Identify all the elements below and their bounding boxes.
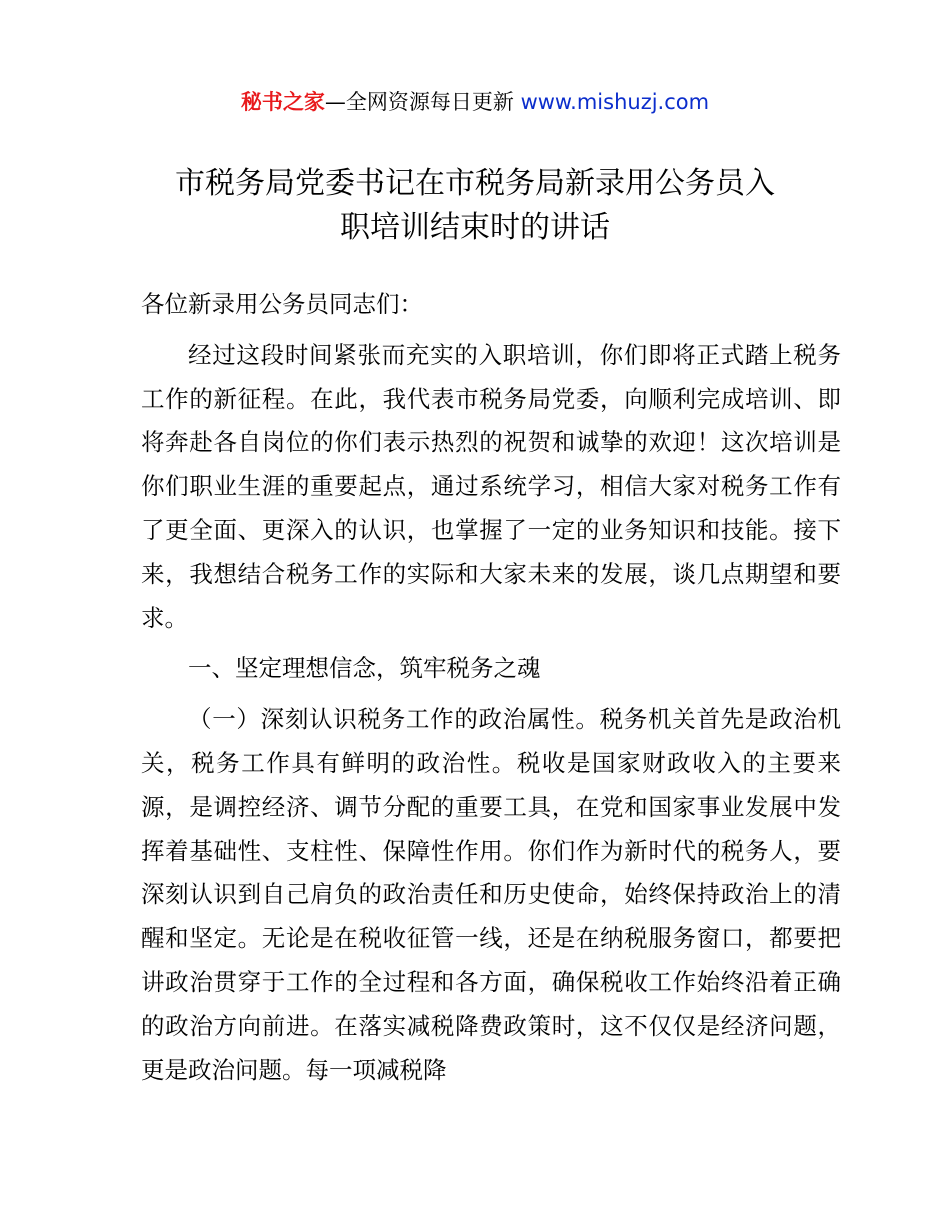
site-header <box>0 86 950 118</box>
document-title <box>120 162 830 250</box>
site-brand: 秘书之家 <box>240 90 325 114</box>
document-body <box>141 283 841 1092</box>
paragraph-section-1-1: （一）深刻认识税务工作的政治属性。税务机关首先是政治机关，税务工作具有鲜明的政治性。税收是国家财政收入的主要来源，是调控经济、调节分配的重要工具，在党和国家事业发展中发挥着基础性、支柱性、保障性作用。你们作为新时代的税务人，要深刻认识到自己肩负的政治责任和历史使命，始终保持政治上的清醒和坚定。无论是在税收征管一线，还是在纳税服务窗口，都要把讲政治贯穿于工作的全过程和各方面，确保税收工作始终沿着正确的政治方向前进。在落实减税降费政策时，这不仅仅是经济问题，更是政治问题。每一项减税降 <box>141 705 841 1084</box>
document-title-line-1: 市税务局党委书记在市税务局新录用公务员入 <box>175 166 775 201</box>
site-url-link[interactable]: www.mishuzj.com <box>520 90 710 114</box>
document-title-line-2: 职培训结束时的讲话 <box>340 210 610 245</box>
section-heading-1: 一、坚定理想信念，筑牢税务之魂 <box>188 654 541 683</box>
salutation: 各位新录用公务员同志们： <box>141 290 423 318</box>
paragraph-intro: 经过这段时间紧张而充实的入职培训，你们即将正式踏上税务工作的新征程。在此，我代表市税务局党委，向顺利完成培训、即将奔赴各自岗位的你们表示热烈的祝贺和诚挚的欢迎！这次培训是你们职业生涯的重要起点，通过系统学习，相信大家对税务工作有了更全面、更深入的认识，也掌握了一定的业务知识和技能。接下来，我想结合税务工作的实际和大家未来的发展，谈几点期望和要求。 <box>141 340 841 632</box>
site-tagline: —全网资源每日更新 <box>324 90 521 114</box>
